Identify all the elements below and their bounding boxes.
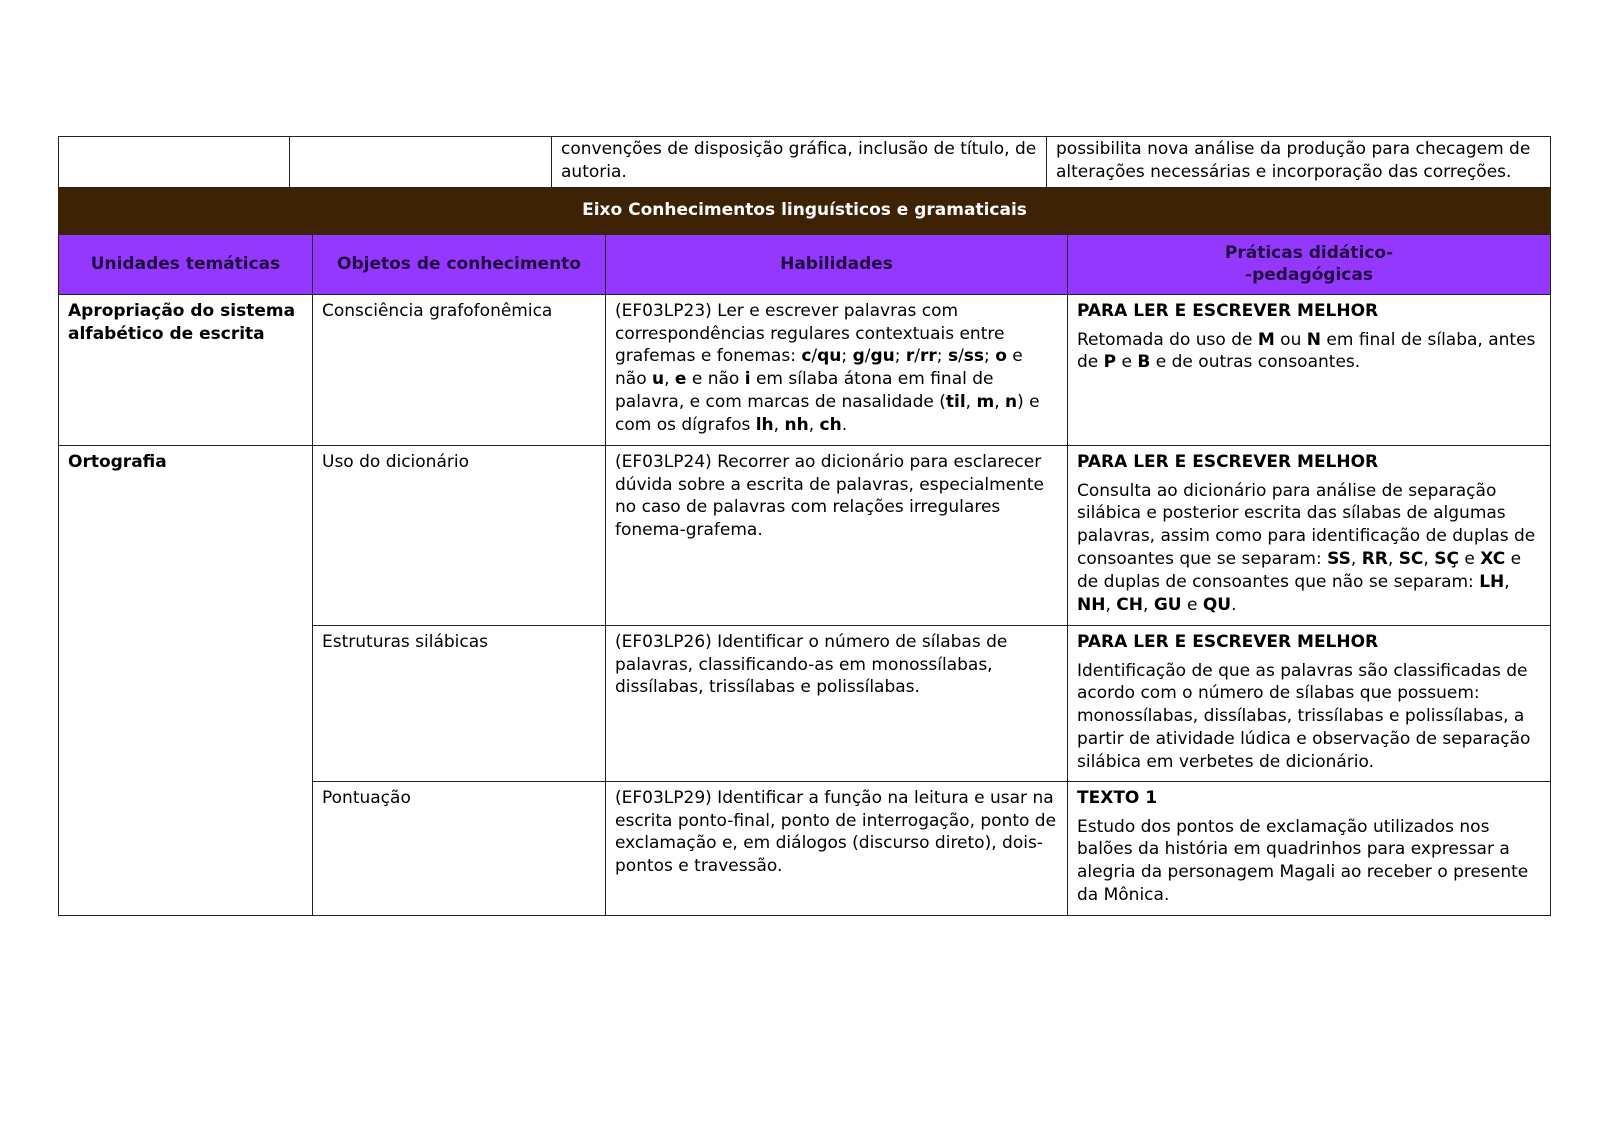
bold-term: rr [920, 346, 937, 367]
continuation-row [59, 137, 1551, 188]
header-habilidades: Habilidades [606, 234, 1068, 294]
bold-term: gu [870, 346, 895, 367]
pratica-heading: PARA LER E ESCREVER MELHOR [1077, 631, 1379, 652]
bold-term: nh [784, 414, 809, 435]
habilidade-cell: (EF03LP23) Ler e escrever palavras com correspondências regulares contextuais entre grafemas e fonemas: c/qu; g/gu; r/rr; s/ss; o e não u, e e não i em sílaba átona em final de palavra, e com marcas de nasalidade (til, m, n) e com os dígrafos lh, nh, ch. [606, 294, 1068, 445]
unidade-cell: Ortografia [59, 445, 313, 915]
pratica-cell [1068, 294, 1551, 445]
bold-term: LH [1479, 571, 1505, 592]
pratica-heading: PARA LER E ESCREVER MELHOR [1077, 451, 1379, 472]
bold-term: GU [1153, 594, 1182, 615]
bold-term: lh [755, 414, 774, 435]
pratica-cell [1068, 625, 1551, 781]
pratica-cell [1068, 445, 1551, 625]
eixo-title: Eixo Conhecimentos linguísticos e gramaticais [59, 189, 1551, 235]
unidade-cell: Apropriação do sistema alfabético de escrita [59, 294, 313, 445]
bold-term: g [852, 346, 865, 367]
pratica-text: Identificação de que as palavras são classificadas de acordo com o número de sílabas que possuem: monossílabas, dissílabas, trissílabas e polissílabas, a partir de atividade lúdica e observação de separação silábica em verbetes de dicionário. [1077, 660, 1531, 772]
header-praticas [1068, 234, 1551, 294]
eixo-row [59, 189, 1551, 235]
bold-term: SC [1398, 548, 1424, 569]
bold-term: i [744, 369, 751, 390]
bold-term: ch [819, 414, 842, 435]
curriculum-document [58, 136, 1550, 916]
pratica-text: Retomada do uso de M ou N em final de sílaba, antes de P e B e de outras consoantes. [1077, 329, 1536, 373]
bold-term: QU [1202, 594, 1232, 615]
bold-term: s [947, 346, 959, 367]
bold-term: qu [817, 346, 842, 367]
bold-term: r [905, 346, 915, 367]
header-praticas-line2: -pedagógicas [1245, 265, 1373, 286]
bold-term: M [1257, 329, 1275, 350]
habilidade-cell: (EF03LP24) Recorrer ao dicionário para esclarecer dúvida sobre a escrita de palavras, especialmente no caso de palavras com relações irregulares fonema-grafema. [606, 445, 1068, 625]
continuation-cell-4: possibilita nova análise da produção para checagem de alterações necessárias e incorporação das correções. [1047, 137, 1551, 188]
header-row [59, 234, 1551, 294]
header-unidades: Unidades temáticas [59, 234, 313, 294]
bold-term: N [1306, 329, 1321, 350]
bold-term: SS [1327, 548, 1351, 569]
bold-term: o [995, 346, 1007, 367]
bold-term: B [1137, 352, 1151, 373]
pratica-text: Estudo dos pontos de exclamação utilizados nos balões da história em quadrinhos para expressar a alegria da personagem Magali ao receber o presente da Mônica. [1077, 816, 1529, 905]
continuation-cell-2 [290, 137, 552, 188]
bold-term: u [652, 369, 665, 390]
bold-term: c [801, 346, 812, 367]
top-continuation-table [58, 136, 1551, 188]
pratica-cell [1068, 781, 1551, 915]
bold-term: P [1103, 352, 1117, 373]
table-row [59, 445, 1551, 625]
header-praticas-line1: Práticas didático- [1224, 242, 1394, 263]
bold-term: CH [1116, 594, 1143, 615]
continuation-cell-3: convenções de disposição gráfica, inclusão de título, de autoria. [552, 137, 1047, 188]
bold-term: til [945, 391, 966, 412]
objeto-cell: Estruturas silábicas [313, 625, 606, 781]
objeto-cell: Uso do dicionário [313, 445, 606, 625]
bold-term: RR [1361, 548, 1388, 569]
bold-term: e [674, 369, 687, 390]
pratica-heading: PARA LER E ESCREVER MELHOR [1077, 300, 1379, 321]
conhecimentos-table [58, 188, 1551, 916]
objeto-cell: Pontuação [313, 781, 606, 915]
bold-term: NH [1077, 594, 1106, 615]
habilidade-cell: (EF03LP26) Identificar o número de sílabas de palavras, classificando-as em monossílabas, dissílabas, trissílabas e polissílabas. [606, 625, 1068, 781]
habilidade-cell: (EF03LP29) Identificar a função na leitura e usar na escrita ponto-final, ponto de interrogação, ponto de exclamação e, em diálogos (discurso direto), dois-pontos e travessão. [606, 781, 1068, 915]
pratica-text: Consulta ao dicionário para análise de separação silábica e posterior escrita das sílabas de algumas palavras, assim como para identificação de duplas de consoantes que se separam: SS, RR, SC, SÇ e XC e de duplas de consoantes que não se separam: LH, NH, CH, GU e QU. [1077, 480, 1536, 615]
bold-term: m [976, 391, 995, 412]
table-row [59, 294, 1551, 445]
bold-term: SÇ [1434, 548, 1459, 569]
bold-term: XC [1480, 548, 1506, 569]
objeto-cell: Consciência grafofonêmica [313, 294, 606, 445]
continuation-cell-1 [59, 137, 290, 188]
bold-term: ss [963, 346, 985, 367]
bold-term: n [1005, 391, 1018, 412]
header-objetos: Objetos de conhecimento [313, 234, 606, 294]
pratica-heading: TEXTO 1 [1077, 787, 1158, 808]
